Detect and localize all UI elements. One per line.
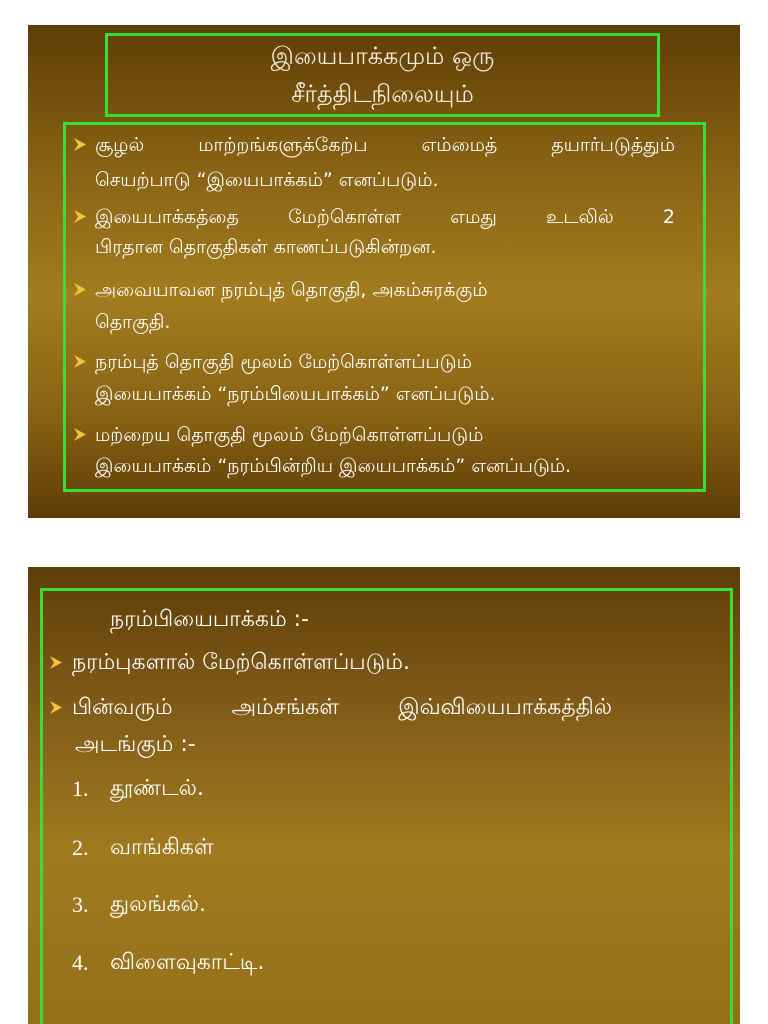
list-number: 2.	[72, 835, 89, 860]
list-item: துலங்கல்.	[110, 892, 206, 917]
bullet-line: அவையாவன நரம்புத் தொகுதி, அகம்சுரக்கும்	[95, 279, 488, 301]
bullet-line: மற்றைய தொகுதி மூலம் மேற்கொள்ளப்படும்	[95, 424, 484, 446]
bullet-line: பின்வரும் அம்சங்கள் இவ்வியைபாக்கத்தில்	[72, 695, 612, 720]
bullet-line: தொகுதி.	[95, 311, 171, 333]
bullet-line: இயைபாக்கம் “நரம்பியைபாக்கம்” எனப்படும்.	[95, 383, 496, 405]
list-number: 4.	[72, 950, 89, 975]
bullet-line: பிரதான தொகுதிகள் காணப்படுகின்றன.	[95, 236, 437, 258]
bullet-line: அடங்கும் :-	[75, 732, 196, 757]
arrow-bullet-icon	[74, 138, 86, 151]
bullet-line: செயற்பாடு “இயைபாக்கம்” எனப்படும்.	[95, 169, 439, 191]
arrow-bullet-icon	[74, 210, 86, 223]
bullet-line: இயைபாக்கத்தை மேற்கொள்ள எமது உடலில் 2	[95, 206, 675, 228]
arrow-bullet-icon	[74, 355, 86, 368]
slide2-content-box	[40, 588, 733, 1024]
slide-2	[28, 567, 740, 1024]
slide1-content-box	[63, 122, 706, 492]
bullet-line: இயைபாக்கம் “நரம்பின்றிய இயைபாக்கம்” எனப்படும்.	[95, 455, 572, 477]
arrow-bullet-icon	[50, 701, 62, 714]
arrow-bullet-icon	[74, 428, 86, 441]
arrow-bullet-icon	[50, 656, 62, 669]
list-number: 3.	[72, 892, 89, 917]
list-item: வாங்கிகள்	[110, 835, 214, 860]
slide1-title-line: சீர்த்திடநிலையும்	[291, 80, 474, 108]
bullet-line: நரம்புகளால் மேற்கொள்ளப்படும்.	[72, 650, 410, 675]
list-number: 1.	[72, 776, 89, 801]
slide2-heading: நரம்பியைபாக்கம் :-	[110, 607, 309, 632]
list-item: விளைவுகாட்டி.	[110, 950, 265, 975]
list-item: தூண்டல்.	[110, 776, 204, 801]
slide1-title-box	[105, 33, 660, 117]
bullet-line: நரம்புத் தொகுதி மூலம் மேற்கொள்ளப்படும்	[95, 351, 472, 373]
bullet-line: சூழல் மாற்றங்களுக்கேற்ப எம்மைத் தயார்படுத்தும்	[95, 134, 675, 156]
slide1-title-line: இயைபாக்கமும் ஒரு	[270, 42, 495, 70]
slide-1	[28, 25, 740, 518]
arrow-bullet-icon	[74, 283, 86, 296]
